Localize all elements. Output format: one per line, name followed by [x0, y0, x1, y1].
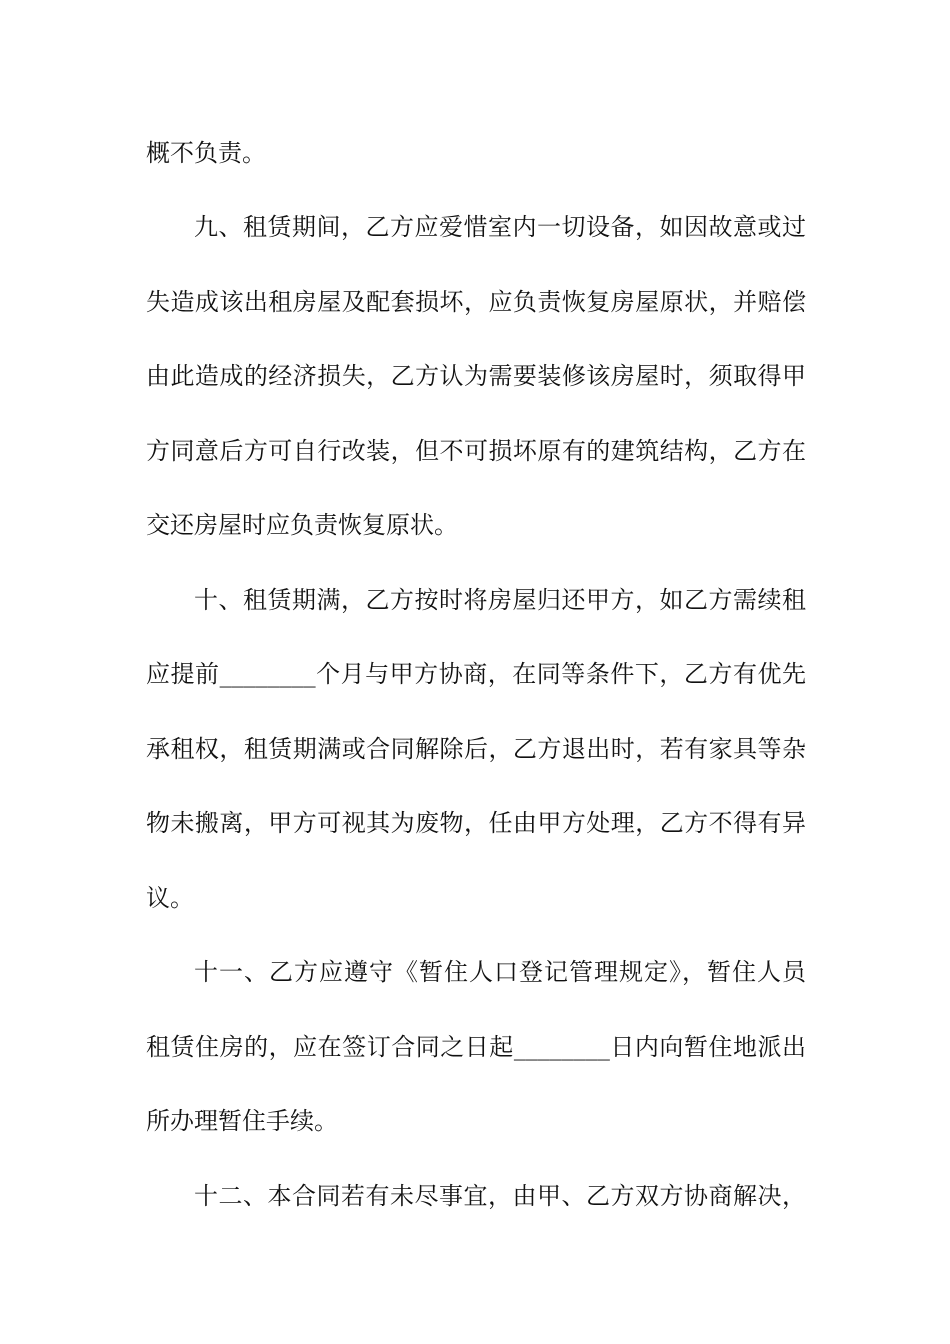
clause-11-heading-line: 十一、乙方应遵守《暂住人口登记管理规定》，暂住人员: [194, 958, 806, 986]
text-line: 概不负责。: [146, 139, 266, 167]
text-line: 所办理暂住手续。: [146, 1107, 338, 1135]
text-line: 议。: [146, 884, 194, 912]
text-line: 交还房屋时应负责恢复原状。: [146, 511, 458, 539]
text-line: 应提前________个月与甲方协商，在同等条件下，乙方有优先: [146, 660, 806, 688]
text-line: 租赁住房的，应在签订合同之日起________日内向暂住地派出: [146, 1033, 806, 1061]
text-line: 物未搬离，甲方可视其为废物，任由甲方处理，乙方不得有异: [146, 809, 806, 837]
text-line: 方同意后方可自行改装，但不可损坏原有的建筑结构，乙方在: [146, 437, 806, 465]
clause-10-heading-line: 十、租赁期满，乙方按时将房屋归还甲方，如乙方需续租: [194, 586, 806, 614]
text-line: 承租权，租赁期满或合同解除后，乙方退出时，若有家具等杂: [146, 735, 806, 763]
clause-12-heading-line: 十二、本合同若有未尽事宜，由甲、乙方双方协商解决，: [194, 1182, 806, 1210]
text-line: 由此造成的经济损失，乙方认为需要装修该房屋时，须取得甲: [146, 362, 806, 390]
text-line: 失造成该出租房屋及配套损坏，应负责恢复房屋原状，并赔偿: [146, 288, 806, 316]
clause-9-heading-line: 九、租赁期间，乙方应爱惜室内一切设备，如因故意或过: [194, 213, 806, 241]
